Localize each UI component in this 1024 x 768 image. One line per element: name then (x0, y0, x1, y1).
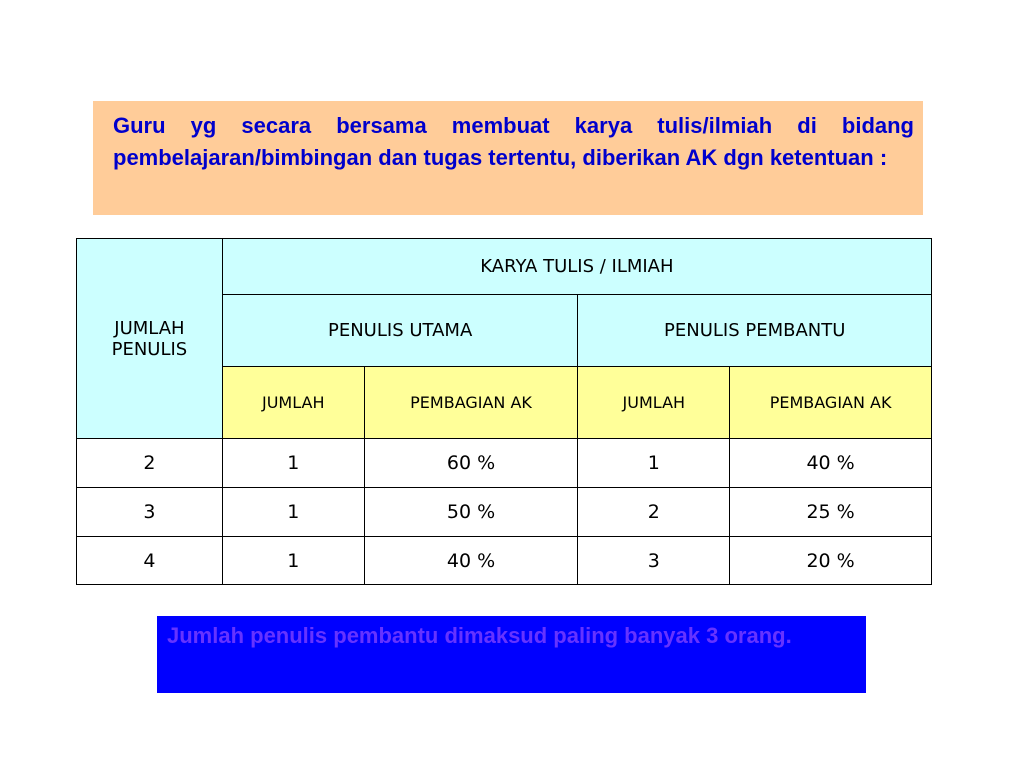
table-row (77, 439, 932, 488)
cell-utama-jumlah: 1 (222, 537, 364, 585)
note-text: Jumlah penulis pembantu dimaksud paling banyak 3 orang. (167, 623, 792, 648)
cell-utama-pembagian: 60 % (364, 439, 578, 488)
cell-pembantu-pembagian: 20 % (730, 537, 932, 585)
header-penulis-pembantu: PENULIS PEMBANTU (578, 295, 932, 367)
intro-box (93, 101, 923, 215)
header-karya-tulis: KARYA TULIS / ILMIAH (222, 239, 931, 295)
cell-jumlah-penulis: 3 (77, 488, 223, 537)
subheader-utama-pembagian-ak: PEMBAGIAN AK (364, 367, 578, 439)
cell-pembantu-jumlah: 3 (578, 537, 730, 585)
subheader-utama-jumlah: JUMLAH (222, 367, 364, 439)
note-box (157, 616, 866, 693)
cell-utama-jumlah: 1 (222, 439, 364, 488)
subheader-pembantu-jumlah: JUMLAH (578, 367, 730, 439)
cell-jumlah-penulis: 2 (77, 439, 223, 488)
cell-utama-jumlah: 1 (222, 488, 364, 537)
cell-pembantu-jumlah: 2 (578, 488, 730, 537)
cell-pembantu-pembagian: 40 % (730, 439, 932, 488)
table-row (77, 537, 932, 585)
cell-pembantu-jumlah: 1 (578, 439, 730, 488)
cell-utama-pembagian: 40 % (364, 537, 578, 585)
cell-jumlah-penulis: 4 (77, 537, 223, 585)
cell-pembantu-pembagian: 25 % (730, 488, 932, 537)
subheader-pembantu-pembagian-ak: PEMBAGIAN AK (730, 367, 932, 439)
header-jumlah-penulis: JUMLAH PENULIS (77, 239, 223, 439)
header-penulis-utama: PENULIS UTAMA (222, 295, 578, 367)
karya-tulis-table (76, 238, 932, 585)
table-row (77, 488, 932, 537)
intro-text: Guru yg secara bersama membuat karya tulis/ilmiah di bidang pembelajaran/bimbingan dan tugas tertentu, diberikan AK dgn ketentuan : (113, 113, 914, 170)
cell-utama-pembagian: 50 % (364, 488, 578, 537)
